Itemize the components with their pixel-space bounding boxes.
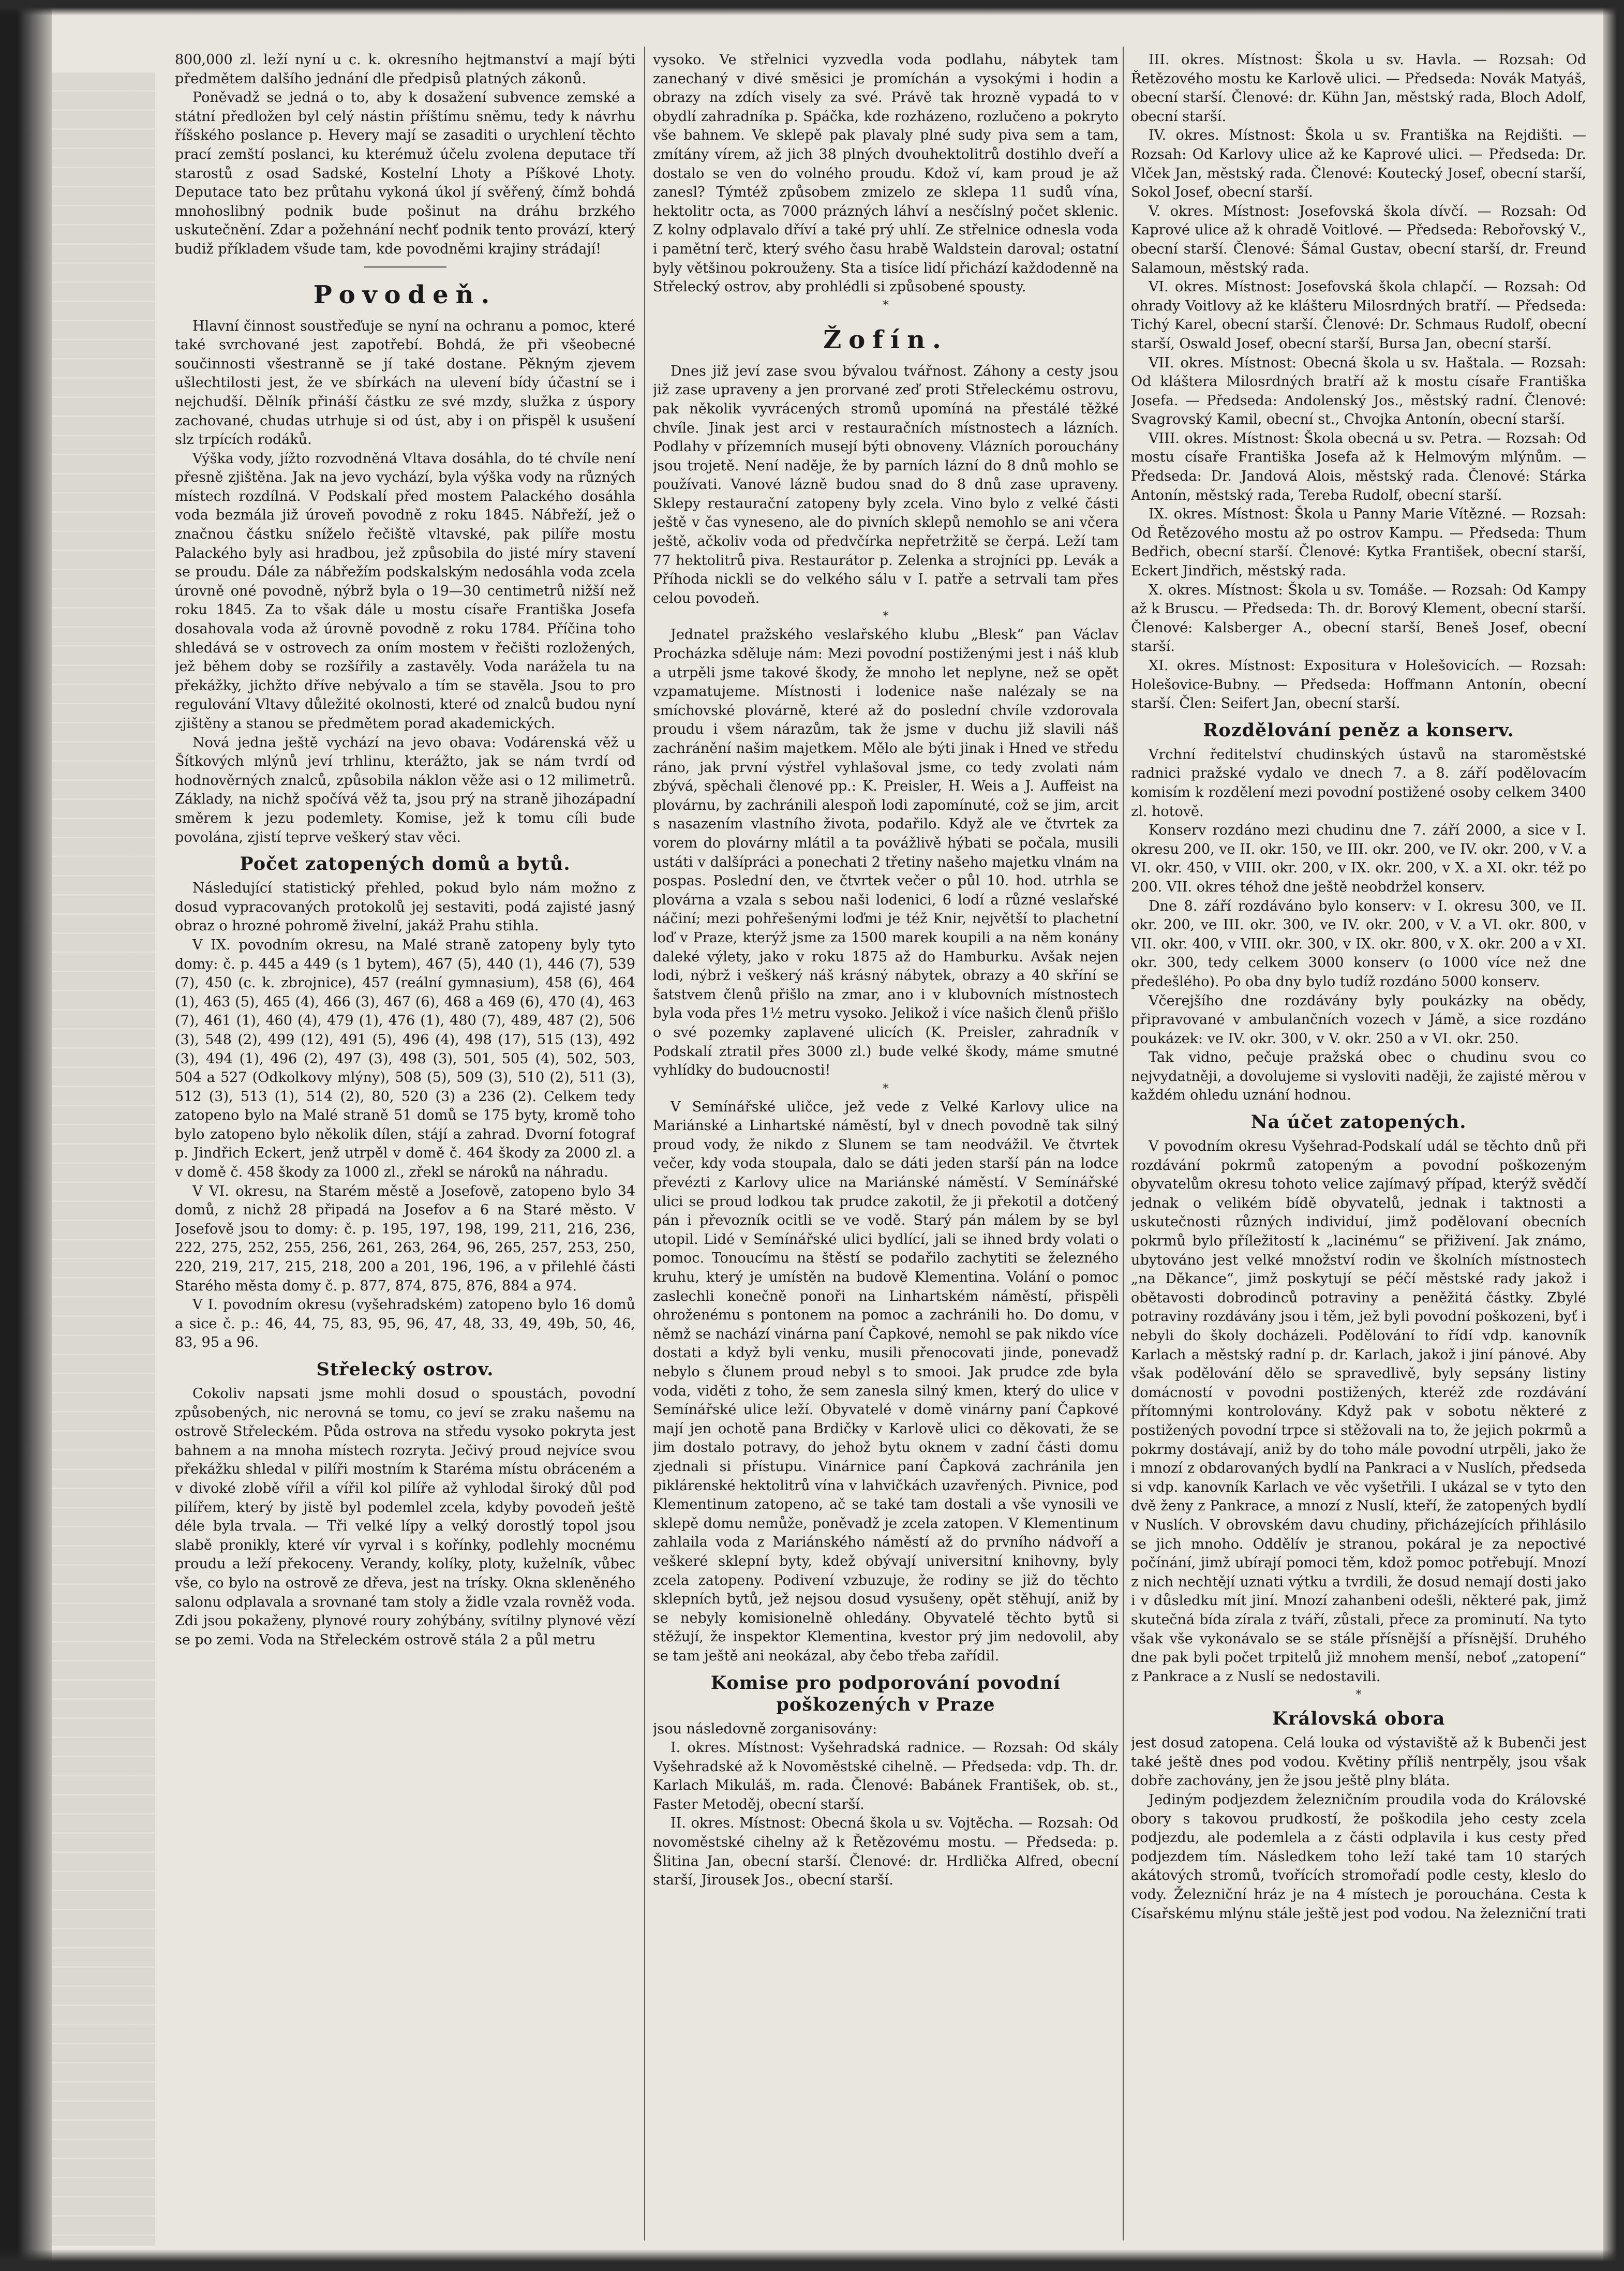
- paragraph: Jednatel pražského veslařského klubu „Blesk“ pan Václav Procházka sděluje nám: Mezi povodní postiženými jest i náš klub a utrpěli jsme takové škody, že mnoho let neplyne, než se opět vzpamatujeme. Místnosti i lodenice naše nalézaly se na smíchovské plovárně, které až do poslední chvíle vzdorovala proudu i všem nárazům, tak že jsme v duchu již slavili náš zachránění našim majetkem. Mělo ale býti jinak i Hned ve středu ráno, jak první výstřel vyhlašoval jsme, co tedy zvolati nám zbývá, spěchali členové pp.: K. Preisler, H. Weis a J. Auffeist na plovárnu, by zachránili alespoň lodi zapomínuté, což se jim, arcit s nasazením vlastního života, podařilo. Když ale ve čtvrtek za vorem do plovárny mlátil a ta povážlivě hýbati se počala, musili ustáti v dalšípráci a ponechati 2 třetiny našeho majetku vlnám na pospas. Poslední den, ve čtvrtek večer o půl 10. hod. utrhla se plovárna a vzala s sebou naši lodenici, 6 lodí a různé veslařské náčiní; mezi pohřešenými loďmi je též Knir, největší to plachetní loď v Praze, kterýž jsme za 1500 marek koupili a na něm konány daleké výlety, jako v roku 1875 až do Hamburku. Avšak nejen lodi, nýbrž i veškerý náš krásný nábytek, obrazy a 40 skříní se šatstvem členů přišlo na zmar, ano i v klubovních místnostech byla voda přes 1½ metru vysoko. Jelikož i více našich členů přišlo o své pozemky zaplavené ulicích (K. Preisler, zahradník v Podskalí ztratil přes 3000 zl.) bude velké škody, máme smutné vyhlídky do budoucnosti!: [653, 627, 1119, 1079]
- page-top-edge: [0, 0, 1624, 16]
- paragraph: VII. okres. Místnost: Obecná škola u sv. Haštala. — Rozsah: Od kláštera Milosrdných bratří až k mostu císaře Františka Josefa. — Předseda: Andolenský Jos., městský radní. Členové: Svagrovský Kamil, obecní st., Chvojka Antonín, obecní starší.: [1131, 354, 1586, 428]
- paragraph: Konserv rozdáno mezi chudinu dne 7. září 2000, a sice v I. okresu 200, ve II. okr. 150, ve III. okr. 200, ve IV. okr. 200, v V. a VI. okr. 450, v VIII. okr. 200, v IX. okr. 200, v X. a XI. okr. též po 200. VII. okres téhož dne ještě neobdržel konserv.: [1131, 822, 1586, 895]
- paragraph: Výška vody, jížto rozvodněná Vltava dosáhla, do té chvíle není přesně zjištěna. Jak na jevo vychází, byla výška vody na různých místech rozdílná. V Podskalí před mostem Palackého dosáhla voda bezmála již úroveň povodně z roku 1845. Nábřeží, jež o značnou částku sníželo řečiště vltavské, pak pilíře mostu Palackého byly asi hradbou, jež způsobila do jisté míry stavení se proudu. Dále za nábřežím podskalským nedosáhla voda zcela úrovně oné povodně, nýbrž byla o 19—30 centimetrů nižší než roku 1845. Za to však dále u mostu císaře Františka Josefa dosahovala voda až úrovně povodně z roku 1784. Příčina toho shledává se v ostrovech za oním mostem v řečišti rozložených, jež během doby se rozšířily a zastavěly. Voda narážela tu na překážky, jichžto dříve nebývalo a tím se stavěla. Jsou to pro regulování Vltavy důležité okolnosti, které od znalců budou nyní zjištěny a stanou se předmětem porad akademických.: [175, 450, 635, 732]
- section-heading-kralovska-obora: Královská obora: [1272, 1708, 1446, 1730]
- section-heading-komise: Komise pro podporování povodní poškozených v Praze: [710, 1672, 1061, 1715]
- paragraph: Jediným podjezdem železničním proudila voda do Královské obory s takovou prudkostí, že poškodila jeho cesty zcela podjezdu, ale podemlela a z části odplavila i kus cesty před podjezdem tím. Následkem toho leží také tam 10 starých akátových stromů, tvořících stromořadí podle cesty, kleslo do vody. Železniční hráz je na 4 místech je porouchána. Cesta k Císařskému mlýnu stále ještě jest pod vodou. Na železniční trati: [1131, 1792, 1586, 1922]
- paragraph: V I. povodním okresu (vyšehradském) zatopeno bylo 16 domů a sice č. p.: 46, 44, 75, 83, 95, 96, 47, 48, 33, 49, 49b, 50, 46, 83, 95 a 96.: [175, 1297, 635, 1351]
- separator-star: *: [883, 1082, 889, 1095]
- paragraph: Nová jedna ještě vychází na jevo obava: Vodárenská věž u Šítkových mlýnů jeví trhlinu, kterážto, jak se nám tvrdí od hodnověrných znalců, způsobila náklon věže asi o 12 milimetrů. Základy, na nichž spočívá věž ta, jsou prý na straně jihozápadní směrem k jezu podemlety. Komise, jež k tomu cíli bude povolána, zjistí teprve veškerý stav věci.: [175, 734, 635, 845]
- separator-star: *: [1355, 1688, 1362, 1702]
- paragraph: IX. okres. Místnost: Škola u Panny Marie Vítězné. — Rozsah: Od Řetězového mostu až po ostrov Kampu. — Předseda: Thum Bedřich, obecní starší. Členové: Kytka František, obecní starší, Eckert Jindřich, městský rada.: [1131, 506, 1586, 580]
- section-heading-rozdelovani: Rozdělování peněz a konserv.: [1203, 719, 1514, 741]
- page-binding-shadow: [0, 0, 52, 2271]
- column-2: [653, 51, 1119, 2224]
- column-rule: [1123, 47, 1124, 2240]
- paragraph: 800,000 zl. leží nyní u c. k. okresního hejtmanství a mají býti předmětem dalšího jednání dle předpisů platných zákonů.: [175, 52, 635, 87]
- paragraph: Tak vidno, pečuje pražská obec o chudinu svou co nejvydatněji, a dovolujeme si vysloviti naději, že zajisté měrou v každém ohledu uznání hodnou.: [1131, 1049, 1586, 1104]
- section-heading-povoden: Povodeň.: [313, 280, 497, 309]
- paragraph: Následující statistický přehled, pokud bylo nám možno z dosud vypracovaných protokolů jej sestaviti, podá zajisté jasný obraz o hrozné pohromě živelní, jakáž Prahu stihla.: [175, 880, 635, 934]
- section-heading-zofin: Žofín.: [823, 325, 948, 354]
- paragraph: Dnes již jeví zase svou bývalou tvářnost. Záhony a cesty jsou již zase upraveny a jen prorvané zeď proti Střeleckému ostrovu, pak několik vyvrácených stromů upomíná na přestálé těžké chvíle. Jinak jest arci v restauračních místnostech a lázních. Podlahy v přízemních musejí býti obnoveny. Vlázních porouchány jsou trojetě. Není naděje, že by parních lázní do 8 dnů mohlo se používati. Vanové lázně budou snad do 8 dnů zase upraveny. Sklepy restaurační zatopeny byly zcela. Vino bylo z velké části ještě v čas vyneseno, ale do pivních sklepů nemohlo se ani včera ještě, ačkoliv voda od předvčírka nepřetržitě se čerpá. Leží tam 77 hektolitrů piva. Restaurátor p. Zelenka a strojníci pp. Levák a Příhoda nickli se do velkého sálu v I. patře a setrvali tam přes celou povodeň.: [653, 363, 1119, 606]
- paragraph: Vrchní ředitelství chudinských ústavů na staroměstské radnici pražské vydalo ve dnech 7. a 8. září podělovacím komisím k rozdělení mezi povodní postižené osoby celkem 3400 zl. hotově.: [1131, 746, 1586, 820]
- paragraph: Poněvadž se jedná o to, aby k dosažení subvence zemské a státní předložen byl celý nástin příštímu sněmu, tedy k návrhu říšského poslance p. Hevery mají se zasaditi o urychlení těchto prací zemští poslanci, ku kterémuž účelu zvolena deputace tří starostů z osad Sadské, Kostelní Lhoty a Píškové Lhoty. Deputace tato bez průtahu vykoná úkol jí svěřený, čímž bohdá mnohoslibný podnik bude pošinut na dráhu brzkého uskutečnění. Zdar a požehnání nechť podnik tento provází, který budiž příkladem všude tam, kde povodněmi krajiny strádají!: [175, 90, 635, 257]
- paragraph: IV. okres. Místnost: Škola u sv. Františka na Rejdišti. — Rozsah: Od Karlovy ulice až ke Kaprové ulici. — Předseda: Dr. Vlček Jan, městský rada. Členové: Koutecký Josef, obecní starší, Sokol Josef, obecní starší.: [1131, 127, 1586, 201]
- paragraph: V povodním okresu Vyšehrad-Podskalí udál se těchto dnů při rozdávání pokrmů zatopeným a povodní poškozeným obyvatelům okresu tohoto velice zajímavý případ, kterýž svědčí jednak o velikém bídě obyvatelů, jednak i taktnosti a uskutečnosti různých individuí, jimž podělovaní obecních pokrmů bylo příležitostí k „lacinému“ se přiživení. Jak známo, ubytováno jest velké množství rodin ve školních místnostech „na Děkance“, jimž poskytují se péčí městské rady jakož i obětavosti dobrodinců potraviny a peněžitá částky. Zbylé potraviny rozdávány jsou i těm, jež byli povodní poškozeni, byť i nebyli do školy docházeli. Podělování to řídí vdp. kanovník Karlach a městský radní p. dr. Karlach, jakož i jiní pánové. Aby však podělování dělo se spravedlivě, byly sepsány listiny domácností v povodni postižených, kteréž zde rozdávání přítomnými kontrolovány. Když pak v sobotu některé z postižených povodní trpce si stěžovali na to, že jejich pokrmů a pokrmy dostávají, aniž by do toho mále povodní utrpěli, jako že i mnozí z obdarovaných bydlí na Pankraci a v Nuslích, předseda si vdp. kanovník Karlach ve věc vyšetřili. I ukázal se v tyto den dvě ženy z Pankrace, a mnozí z Nuslí, kteří, že zatopených bydlí v Nuslích. V obrovském davu chudiny, přicházejících přihlásilo se jich mnoho. Oddělív je stranou, pokáral je za nepoctivé počínání, jimž ubírají pomoci těm, kdož pomoc potřebují. Mnozí z nich nechtějí uznati výtku a tvrdili, že dosud nemají dosti jako i v důsledku mít jiní. Mnozí zahanbeni odešli, některé pak, jimž skutečná bída zírala z tváří, zůstali, přece za prominutí. Na tyto však vše vykonávalo se se stále přísnější a přísnější. Druhého dne pak byli počet trpitelů již mnohem menší, neboť „zatopení“ z Pankrace a z Nuslí se nedostavili.: [1131, 1138, 1586, 1685]
- section-heading-strelecky-ostrov: Střelecký ostrov.: [316, 1359, 494, 1380]
- paragraph: X. okres. Místnost: Škola u sv. Tomáše. — Rozsah: Od Kampy až k Bruscu. — Předseda: Th. dr. Borový Klement, obecní starší. Členové: Kalsberger A., obecní starší, Beneš Josef, obecní starší.: [1131, 582, 1586, 655]
- page-bottom-edge: [0, 2249, 1624, 2271]
- paragraph: VI. okres. Místnost: Josefovská škola chlapčí. — Rozsah: Od ohrady Voitlovy až ke klášteru Milosrdných bratří. — Předseda: Tichý Karel, obecní starší. Členové: Dr. Schmaus Rudolf, obecní starší, Oswald Josef, obecní starší, Bursa Jan, obecní starší.: [1131, 279, 1586, 352]
- paragraph: Hlavní činnost soustřeďuje se nyní na ochranu a pomoc, které také svrchované jest zapotřebí. Bohdá, že při všeobecné součinnosti všestranně se jí také dostane. Pěkným zjevem ušlechtilosti jest, že ve sbírkách na ulevení bídy účastní se i nejchudší. Dělník přináší částku ze své mzdy, služka z úspory zachované, chudas utrhuje si od úst, aby i on přispěl k usušení slz trpících rodáků.: [175, 318, 635, 448]
- divider: [364, 266, 446, 268]
- section-heading-na-ucet-zatopenych: Na účet zatopených.: [1250, 1111, 1467, 1133]
- paragraph: V. okres. Místnost: Josefovská škola dívčí. — Rozsah: Od Kaprové ulice až k ohradě Voitlové. — Předseda: Rebořovský V., obecní starší. Členové: Šámal Gustav, obecní starší, dr. Freund Salamoun, městský rada.: [1131, 203, 1586, 276]
- column-rule: [644, 47, 645, 2240]
- paragraph: XI. okres. Místnost: Expositura v Holešovicích. — Rozsah: Holešovice-Bubny. — Předseda: Hoffmann Antonín, obecní starší. Člen: Seifert Jan, obecní starší.: [1131, 658, 1586, 712]
- column-1: [175, 51, 635, 2224]
- page-right-edge: [1603, 0, 1624, 2271]
- paragraph: III. okres. Místnost: Škola u sv. Havla. — Rozsah: Od Řetězového mostu ke Karlově ulici. — Předseda: Novák Matyáš, obecní starší. Členové: dr. Kühn Jan, městský rada, Bloch Adolf, obecní starší.: [1131, 52, 1586, 125]
- paragraph: I. okres. Místnost: Vyšehradská radnice. — Rozsah: Od skály Vyšehradské až k Novoměstské cihelně. — Předseda: vdp. Th. dr. Karlach Mikuláš, m. rada. Členové: Babánek František, ob. st., Faster Metoděj, obecní starší.: [653, 1740, 1119, 1813]
- paragraph: Cokoliv napsati jsme mohli dosud o spoustách, povodní způsobených, nic nerovná se tomu, co jeví se zraku našemu na ostrově Střeleckém. Půda ostrova na středu vysoko pokryta jest bahnem a na mnoha místech rozryta. Ječivý proud nejvíce svou překážku shledal v pilíři mostním k Staréma místu obráceném a v divoké zlobě vířil a vířil kol pilíře až vyhlodal široký důl pod pilířem, který by jistě byl podemlel zcela, kdyby povodeň ještě déle byla trvala. — Tři velké lípy a velký dorostlý topol jsou slabě pronikly, které vír vyrval i s kořínky, podlehly mocnému proudu a leží překoceny. Verandy, kolíky, ploty, kuželník, vůbec vše, co bylo na ostrově ze dřeva, jest na trísky. Okna skleněného salonu odplavala a srovnané tam stoly a židle vzala rovněž voda. Zdi jsou pokaženy, plynové roury zohýbány, svítilny plynové vězí se po zemi. Voda na Střeleckém ostrově stála 2 a půl metru: [175, 1386, 635, 1648]
- paragraph: Dne 8. září rozdáváno bylo konserv: v I. okresu 300, ve II. okr. 200, ve III. okr. 300, ve IV. okr. 200, v V. a VI. okr. 800, v VII. okr. 400, v VIII. okr. 300, v IX. okr. 800, v X. okr. 200 a v XI. okr. 300, tedy celkem 3000 konserv (o 1000 více než dne předešlého). Po oba dny bylo tudíž rozdáno 5000 konserv.: [1131, 898, 1586, 990]
- paragraph: jsou následovně zorganisovány:: [653, 1720, 877, 1737]
- paragraph: VIII. okres. Místnost: Škola obecná u sv. Petra. — Rozsah: Od mostu císaře Františka Josefa až k Helmovým mlýnům. — Předseda: Dr. Jandová Alois, městský rada. Členové: Stárka Antonín, městský rada, Tereba Rudolf, obecní starší.: [1131, 430, 1586, 503]
- paragraph: V Semínářské uličce, jež vede z Velké Karlovy ulice na Mariánské a Linhartské náměstí, byl v dnech povodně tak silný proud vody, že nikdo z Slunem se tam neodvážil. Ve čtvrtek večer, kdy voda stoupala, dalo se dáti jeden starší pán na lodce převézti z Karlovy ulice na Mariánské náměstí. V Semínářské ulici se proud lodkou tak prudce zakotil, že ji překotil a dotčený pán i převozník ocitli se ve vodě. Starý pán málem by se byl utopil. Lidé v Semínářské ulici bydlící, jali se ihned brdy volati o pomoc. Tonoucímu na štěstí se podařilo zachytiti se železného kruhu, který je umístěn na budově Klementina. Volání o pomoc zaslechli konečně ponoři na Linhartském náměstí, přispěli ohroženému s pontonem na pomoc a zachránili ho. Do domu, v němž se nachází vinárna paní Čapkové, nemohl se pak nikdo více dostati a když byli venku, musili přenocovati jinde, ponevadž nebylo s člunem proud nebyl s to smooi. Jak prudce zde byla voda, viděti z toho, že sem zanesla silný kmen, který do ulice v Semínářské ulice leží. Obyvatelé v domě vinárny paní Čapkové mají jen ochotě pana Brdičky v Karlově ulici co děkovati, že se jim dostalo potravy, do jehož bytu oknem v zadní části domu zjednali si přístupu. Vinárnice paní Čapková zachránila jen piklárenské hektolitrů vína v lahvičkách uzavřených. Pivnice, pod Klementinum zatopeno, ač se také tam dostali a vše vynosili ve sklepě domu nemůže, poněvadž je zcela zatopen. V Klementinum zahlaila voda z Mariánského náměstí až do prvního nádvoří a veškeré sklepní byty, kdež obývají universitní knihovny, byly zcela zatopeny. Podivení vzbuzuje, že rodiny se již do těchto sklepních bytů, jež nejsou dosud vysušeny, opět stěhují, aniž by se nebyly komisionelně ohledány. Obyvatelé těchto bytů si stěžují, že inspektor Klementina, kvestor prý jim nedovolil, aby se tam ještě ani neokázal, aby čebo třeba zařídil.: [653, 1099, 1119, 1664]
- facing-page-bleed: [52, 72, 155, 2246]
- paragraph: II. okres. Místnost: Obecná škola u sv. Vojtěcha. — Rozsah: Od novoměstské cihelny až k Řetězovému mostu. — Předseda: p. Šlitina Jan, obecní starší. Členové: dr. Hrdlička Alfred, obecní starší, Jirousek Jos., obecní starší.: [653, 1815, 1119, 1889]
- paragraph: jest dosud zatopena. Celá louka od výstaviště až k Bubenči jest také ještě dnes pod vodou. Květiny příliš nentrpěly, jsou však dobře zachovány, jen že jsou ještě plny bláta.: [1131, 1735, 1586, 1789]
- section-heading-zatopene-domy: Počet zatopených domů a bytů.: [240, 853, 571, 875]
- paragraph: V IX. povodním okresu, na Malé straně zatopeny byly tyto domy: č. p. 445 a 449 (s 1 bytem), 467 (5), 440 (1), 446 (7), 539 (7), 450 (c. k. zbrojnice), 457 (reální gymnasium), 458 (6), 464 (1), 463 (5), 465 (4), 466 (3), 467 (6), 468 a 469 (6), 470 (4), 463 (7), 461 (1), 460 (4), 479 (1), 476 (1), 480 (7), 489, 487 (2), 506 (3), 548 (2), 499 (12), 491 (5), 496 (4), 498 (17), 515 (13), 492 (3), 494 (1), 496 (2), 497 (3), 498 (3), 501, 505 (4), 502, 503, 504 a 527 (Odkolkovy mlýny), 508 (5), 509 (3), 510 (2), 511 (3), 512 (3), 513 (1), 514 (2), 80, 520 (3) a 236 (2). Celkem tedy zatopeno bylo na Malé straně 51 domů se 175 byty, kromě toho bylo zatopeno bylo několik dílen, stájí a zahrad. Dvorní fotograf p. Jindřich Eckert, jenž utrpěl v domě č. 464 škody za 2000 zl. a v domě č. 458 škody za 1000 zl., zřekl se nároků na náhradu.: [175, 937, 635, 1181]
- paragraph: V VI. okresu, na Starém městě a Josefově, zatopeno bylo 34 domů, z nichž 28 připadá na Josefov a 6 na Staré město. V Josefově jsou to domy: č. p. 195, 197, 198, 199, 211, 216, 236, 222, 275, 252, 255, 256, 261, 263, 264, 96, 265, 257, 253, 250, 220, 219, 217, 215, 218, 200 a 201, 196, 196, a v přilehlé části Starého města domy č. p. 877, 874, 875, 876, 884 a 974.: [175, 1183, 635, 1294]
- separator-star: *: [883, 299, 889, 312]
- separator-star: *: [883, 610, 889, 624]
- column-3: [1131, 51, 1586, 2224]
- paragraph: Včerejšího dne rozdávány byly poukázky na obědy, připravované v ambulančních vozech v Jámě, a sice rozdáno poukázek: ve IV. okr. 300, v V. okr. 250 a v VI. okr. 250.: [1131, 992, 1586, 1047]
- paragraph: vysoko. Ve střelnici vyzvedla voda podlahu, nábytek tam zanechaný v divé směsici je promíchán a vysokými i hodin a obrazy na zdích visely za své. Právě tak hrozně vypadá to v obydlí zahradníka p. Spáčka, kde rozházeno, rozlučeno a pokryto vše bahnem. Ve sklepě pak plavaly plné sudy piva sem a tam, zmítány vírem, až jich 38 plných dvouhektolitrů dostihlo dveří a dostalo se ven do volného proudu. Kdož ví, kam proud je až zanesl? Týmtéž způsobem zmizelo ze sklepa 11 sudů vína, hektolitr octa, as 7000 prázných láhví a nesčíslný počet sklenic. Z kolny odplavalo dříví a také prý uhlí. Ze střelnice odnesla voda i pamětní terč, který svého času hrabě Waldstein daroval; ostatní byly většinou pokrouženy. Sta a tisíce lidí přichází každodenně na Střelecký ostrov, aby prohlédli si způsobené spousty.: [653, 52, 1119, 295]
